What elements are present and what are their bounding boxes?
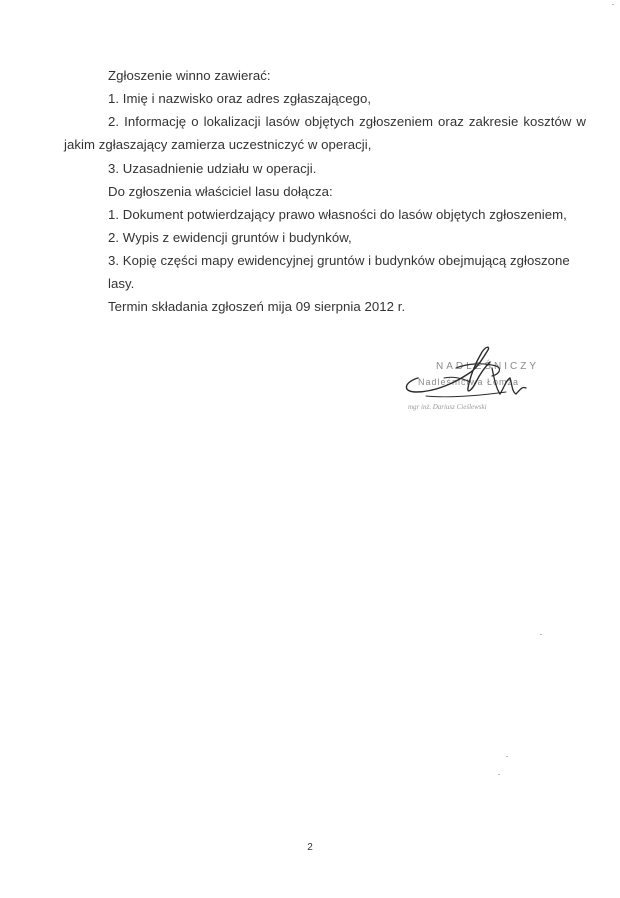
- required-item-1: 1. Imię i nazwisko oraz adres zgłaszającego,: [108, 91, 372, 106]
- attachment-item-1: 1. Dokument potwierdzający prawo własności do lasów objętych zgłoszeniem,: [108, 207, 567, 222]
- required-item-2-continuation: jakim zgłaszający zamierza uczestniczyć w operacji,: [64, 137, 372, 152]
- intro-text: Zgłoszenie winno zawierać:: [108, 68, 271, 83]
- required-item-3: 3. Uzasadnienie udziału w operacji.: [108, 161, 317, 176]
- attachment-item-2: 2. Wypis z ewidencji gruntów i budynków,: [108, 230, 352, 245]
- svg-text:NADLEŚNICZY: NADLEŚNICZY: [436, 361, 540, 372]
- page-number: 2: [307, 842, 313, 853]
- svg-text:mgr inż. Dariusz Cieślewski: mgr inż. Dariusz Cieślewski: [408, 403, 487, 411]
- scan-speck: [612, 4, 614, 5]
- attachment-item-3-continuation: lasy.: [108, 276, 135, 291]
- scan-speck: [540, 634, 542, 635]
- required-item-2: 2. Informację o lokalizacji lasów objętych zgłoszeniem oraz zakresie kosztów w: [108, 114, 586, 129]
- signature-stamp: [396, 338, 556, 418]
- deadline-text: Termin składania zgłoszeń mija 09 sierpnia 2012 r.: [108, 299, 406, 314]
- svg-text:Nadleśnictwa Łomża: Nadleśnictwa Łomża: [418, 377, 520, 387]
- attachments-intro: Do zgłoszenia właściciel lasu dołącza:: [108, 184, 333, 199]
- attachment-item-3: 3. Kopię części mapy ewidencyjnej gruntów i budynków obejmującą zgłoszone: [108, 253, 570, 268]
- scan-speck: [498, 774, 500, 775]
- scan-speck: [506, 756, 508, 757]
